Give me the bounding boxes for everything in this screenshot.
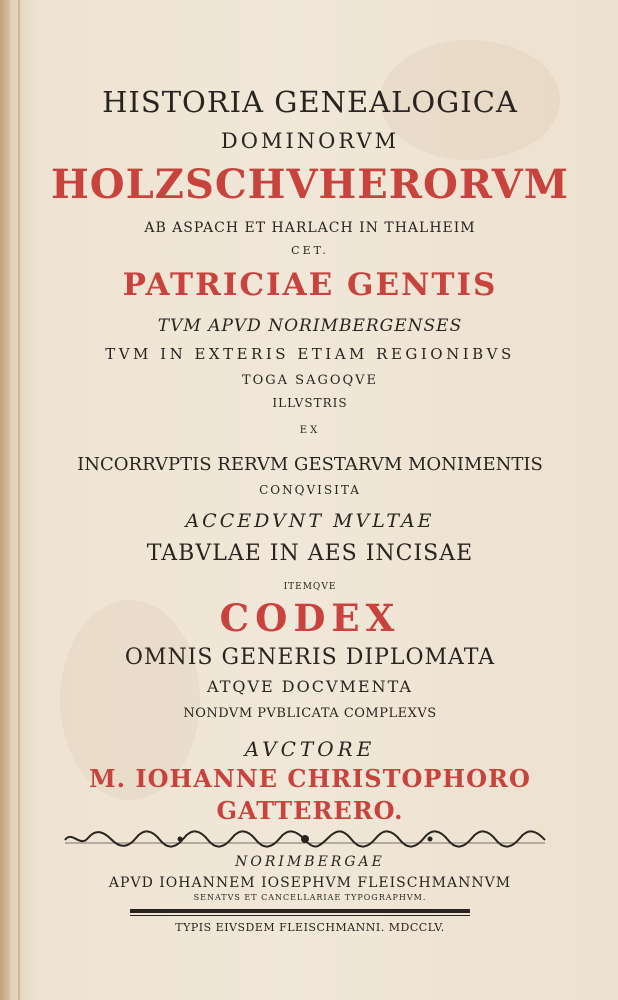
title-line-ex: EX <box>299 425 321 436</box>
title-line-documenta: ATQVE DOCVMENTA <box>207 677 413 696</box>
title-line-auctore: AVCTORE <box>244 737 376 761</box>
title-line-dominorum: DOMINORVM <box>220 129 400 153</box>
imprint-printer-date: TYPIS EIVSDEM FLEISCHMANNI. MDCCLV. <box>175 921 445 934</box>
imprint-publisher: APVD IOHANNEM IOSEPHVM FLEISCHMANNVM <box>108 875 512 891</box>
title-line-itemque: ITEMQVE <box>283 582 337 592</box>
title-line-complexus: NONDVM PVBLICATA COMPLEXVS <box>183 706 437 721</box>
gutter-line <box>18 0 20 1000</box>
ornamental-border <box>60 828 550 850</box>
title-line-tabulae: TABVLAE IN AES INCISAE <box>146 541 474 566</box>
title-line-toga: TOGA SAGOQVE <box>241 373 379 388</box>
title-line-places: AB ASPACH ET HARLACH IN THALHEIM <box>144 220 476 236</box>
title-line-exteris: TVM IN EXTERIS ETIAM REGIONIBVS <box>105 345 515 363</box>
imprint-rule-thick <box>130 909 470 913</box>
title-line-patriciae: PATRICIAE GENTIS <box>122 267 498 303</box>
title-line-historia: HISTORIA GENEALOGICA <box>102 85 518 119</box>
imprint-rule-thin <box>130 915 470 916</box>
title-line-illustris: ILLVSTRIS <box>272 396 348 410</box>
book-binding-edge <box>0 0 10 1000</box>
title-line-diplomata: OMNIS GENERIS DIPLOMATA <box>124 645 496 670</box>
imprint-publisher-title: SENATVS ET CANCELLARIAE TYPOGRAPHVM. <box>193 893 427 902</box>
author-name-line2: GATTERERO. <box>216 796 404 825</box>
title-line-family-name: HOLZSCHVHERORVM <box>50 161 569 208</box>
title-line-conquisita: CONQVISITA <box>259 483 361 497</box>
title-line-accedunt: ACCEDVNT MVLTAE <box>185 510 435 532</box>
author-name-line1: M. IOHANNE CHRISTOPHORO <box>89 764 531 793</box>
title-line-cet: CET. <box>291 244 329 257</box>
title-line-codex: CODEX <box>219 596 401 640</box>
title-line-norimbergenses: TVM APVD NORIMBERGENSES <box>157 316 463 336</box>
imprint-place: NORIMBERGAE <box>235 854 385 870</box>
title-line-monimentis: INCORRVPTIS RERVM GESTARVM MONIMENTIS <box>77 454 543 475</box>
